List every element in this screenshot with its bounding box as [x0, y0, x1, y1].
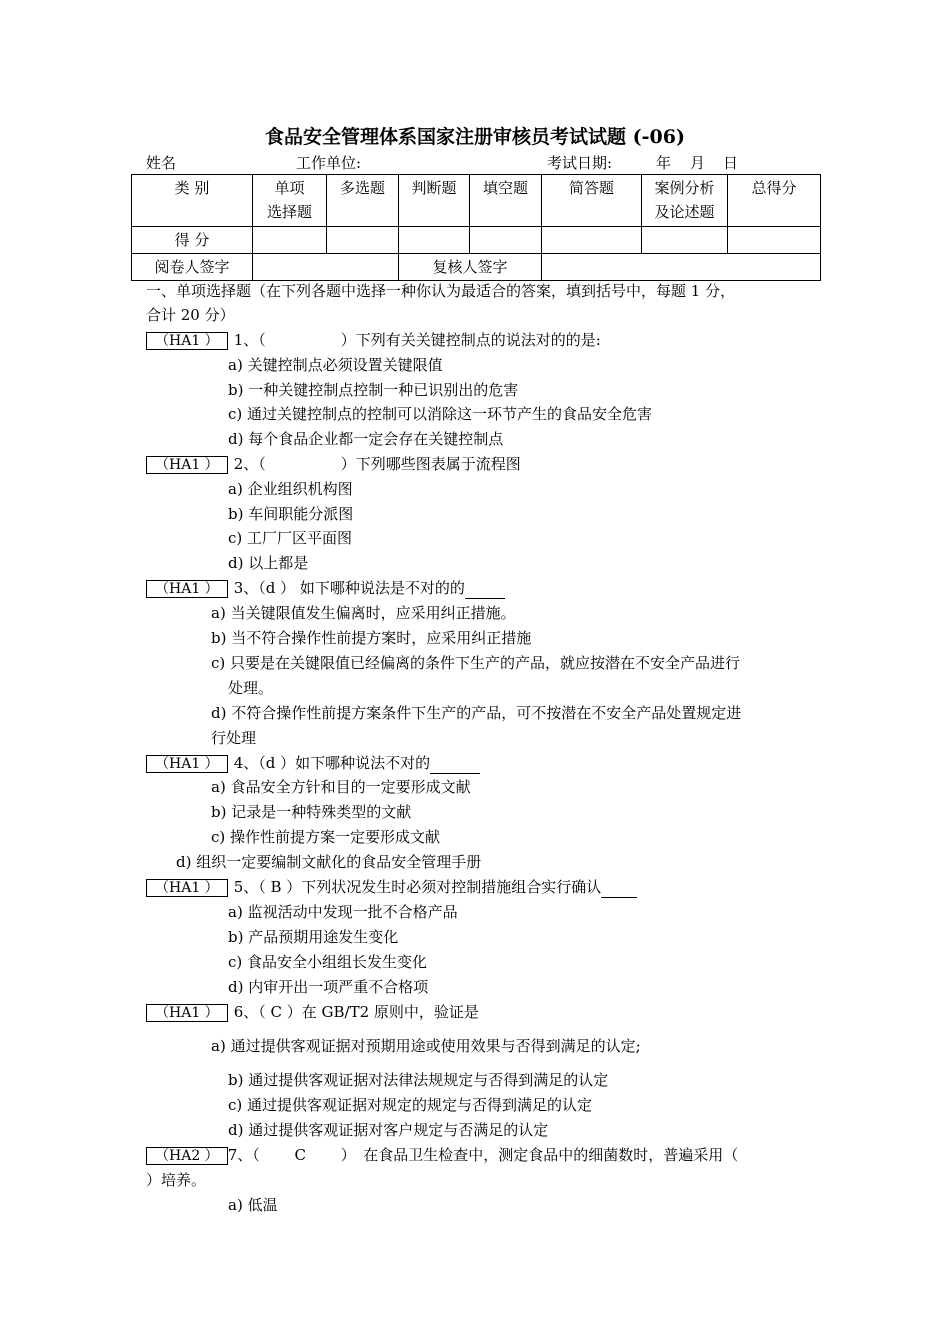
name-label: 姓名	[146, 154, 177, 172]
option: a) 食品安全方针和目的一定要形成文献	[211, 778, 471, 796]
month-label: 月	[690, 154, 706, 172]
question-stem: 2、（ ）下列哪些图表属于流程图	[233, 455, 521, 473]
option: b) 产品预期用途发生变化	[228, 928, 399, 946]
option: d) 通过提供客观证据对客户规定与否满足的认定	[228, 1121, 549, 1139]
question-stem: 1、（ ）下列有关关键控制点的说法对的的是:	[233, 331, 601, 349]
question-tag: （HA1 ）	[146, 879, 228, 897]
option: d) 以上都是	[228, 554, 309, 572]
question-tag: （HA1 ）	[146, 1004, 228, 1022]
option: a) 关键控制点必须设置关键限值	[228, 356, 443, 374]
option: b) 一种关键控制点控制一种已识别出的危害	[228, 381, 519, 399]
score-table	[131, 174, 821, 281]
score-cell[interactable]	[327, 227, 399, 254]
option: a) 当关键限值发生偏离时，应采用纠正措施。	[211, 604, 516, 622]
option: d) 内审开出一项严重不合格项	[228, 978, 429, 996]
question-stem: 5、（ B ）下列状况发生时必须对控制措施组合实行确认	[233, 878, 602, 896]
col-header-short-answer: 简答题	[542, 175, 642, 227]
grader-label: 阅卷人签字	[132, 254, 253, 281]
day-label: 日	[723, 154, 739, 172]
score-cell[interactable]	[728, 227, 821, 254]
option: a) 通过提供客观证据对预期用途或使用效果与否得到满足的认定;	[211, 1037, 641, 1055]
option: c) 工厂厂区平面图	[228, 529, 353, 547]
score-cell[interactable]	[642, 227, 728, 254]
question-tag: （HA1 ）	[146, 332, 228, 350]
col-header-single-choice: 单项 选择题	[253, 175, 327, 227]
option: c) 食品安全小组组长发生变化	[228, 953, 428, 971]
reviewer-label: 复核人签字	[399, 254, 542, 281]
option-continuation: 处理。	[228, 679, 274, 697]
year-label: 年	[656, 154, 672, 172]
col-header-multi-choice: 多选题	[327, 175, 399, 227]
option: a) 监视活动中发现一批不合格产品	[228, 903, 458, 921]
date-label: 考试日期:	[547, 154, 613, 172]
unit-label: 工作单位:	[296, 154, 362, 172]
page-title: 食品安全管理体系国家注册审核员考试试题 (-06)	[265, 126, 685, 148]
question-continuation: ）培养。	[146, 1171, 207, 1189]
answer-blank[interactable]	[465, 578, 505, 599]
col-header-true-false: 判断题	[399, 175, 470, 227]
option: b) 车间职能分派图	[228, 505, 354, 523]
question-stem: 7、（ C ） 在食品卫生检查中，测定食品中的细菌数时，普遍采用（	[227, 1146, 739, 1164]
question-3	[146, 578, 505, 599]
option: c) 只要是在关键限值已经偏离的条件下生产的产品，就应按潜在不安全产品进行	[211, 654, 741, 672]
col-header-case-analysis: 案例分析 及论述题	[642, 175, 728, 227]
grader-signature-cell[interactable]	[253, 254, 399, 281]
question-tag: （HA1 ）	[146, 456, 228, 474]
question-2	[146, 454, 521, 474]
question-4	[146, 753, 480, 774]
option: d) 不符合操作性前提方案条件下生产的产品，可不按潜在不安全产品处置规定进	[211, 704, 742, 722]
question-5	[146, 877, 637, 898]
option: b) 记录是一种特殊类型的文献	[211, 803, 412, 821]
question-1	[146, 330, 601, 350]
col-header-total: 总得分	[728, 175, 821, 227]
score-cell[interactable]	[470, 227, 542, 254]
question-tag: （HA1 ）	[146, 580, 228, 598]
option: b) 通过提供客观证据对法律法规规定与否得到满足的认定	[228, 1071, 609, 1089]
answer-blank[interactable]	[601, 877, 637, 898]
question-7	[146, 1145, 738, 1165]
option: a) 企业组织机构图	[228, 480, 353, 498]
section-heading-line1: 一、单项选择题（在下列各题中选择一种你认为最适合的答案，填到括号中，每题 1 分，	[146, 282, 736, 300]
option: d) 每个食品企业都一定会存在关键控制点	[228, 430, 504, 448]
col-header-fill-blank: 填空题	[470, 175, 542, 227]
question-tag: （HA2 ）	[146, 1147, 228, 1165]
score-cell[interactable]	[253, 227, 327, 254]
question-stem: 6、（ C ）在 GB/T2 原则中，验证是	[233, 1003, 479, 1021]
score-cell[interactable]	[542, 227, 642, 254]
option: d) 组织一定要编制文献化的食品安全管理手册	[176, 853, 482, 871]
option: c) 通过关键控制点的控制可以消除这一环节产生的食品安全危害	[228, 405, 653, 423]
question-stem: 3、（d ） 如下哪种说法是不对的的	[233, 579, 465, 597]
score-cell[interactable]	[399, 227, 470, 254]
score-row-label: 得 分	[132, 227, 253, 254]
option-continuation: 行处理	[211, 729, 257, 747]
option: b) 当不符合操作性前提方案时，应采用纠正措施	[211, 629, 532, 647]
reviewer-signature-cell[interactable]	[542, 254, 821, 281]
question-stem: 4、（d ）如下哪种说法不对的	[233, 754, 431, 772]
section-heading-line2: 合计 20 分）	[146, 306, 235, 324]
question-6	[146, 1002, 479, 1022]
option: c) 通过提供客观证据对规定的规定与否得到满足的认定	[228, 1096, 593, 1114]
option: a) 低温	[228, 1196, 278, 1214]
answer-blank[interactable]	[430, 753, 480, 774]
col-header-category: 类 别	[132, 175, 253, 227]
question-tag: （HA1 ）	[146, 755, 228, 773]
option: c) 操作性前提方案一定要形成文献	[211, 828, 441, 846]
